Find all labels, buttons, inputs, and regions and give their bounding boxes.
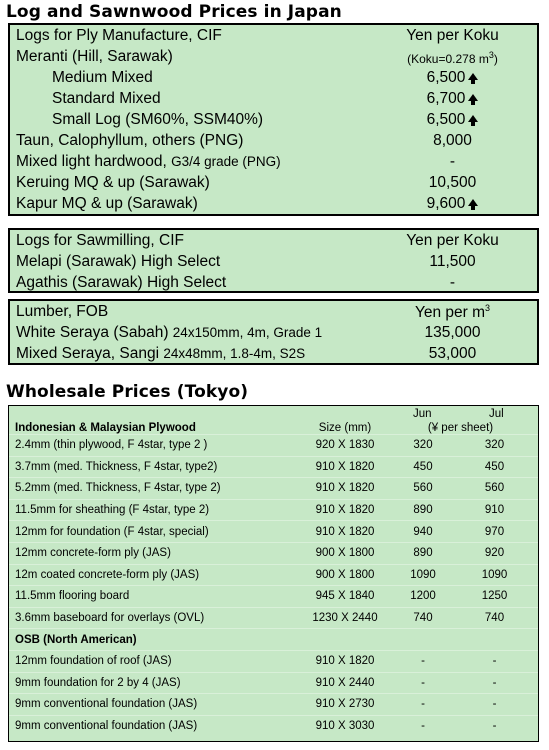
box3-row-label-main: White Seraya (Sabah) bbox=[16, 324, 173, 341]
jun-price-cell: 890 bbox=[395, 499, 451, 521]
product-cell: 12mm for foundation (F 4star, special) bbox=[9, 521, 295, 543]
box3-row-label bbox=[16, 324, 322, 342]
table-row bbox=[9, 586, 538, 608]
col-size: Size (mm) bbox=[318, 422, 372, 434]
up-arrow-icon bbox=[468, 73, 478, 80]
jun-price-cell: 450 bbox=[395, 456, 451, 478]
size-cell: 900 X 1800 bbox=[295, 542, 395, 564]
box3-row-label-detail: 24x48mm, 1.8-4m, S2S bbox=[163, 346, 306, 361]
up-arrow-icon bbox=[468, 94, 478, 101]
sawmill-logs-box bbox=[8, 228, 539, 293]
jun-price-cell: 740 bbox=[395, 607, 451, 629]
box1-row-value-text: 6,500 bbox=[426, 111, 466, 128]
table-row bbox=[9, 456, 538, 478]
box2-header-label: Logs for Sawmilling, CIF bbox=[16, 232, 184, 249]
jul-price-cell: - bbox=[451, 715, 538, 736]
box1-row-value bbox=[390, 111, 515, 129]
size-cell: 910 X 1820 bbox=[295, 478, 395, 500]
box1-row-value bbox=[390, 69, 515, 87]
box1-row-value bbox=[390, 174, 515, 192]
table-row bbox=[9, 650, 538, 672]
group1-title: Indonesian & Malaysian Plywood bbox=[15, 422, 196, 434]
wholesale-table bbox=[8, 405, 539, 742]
product-cell: 12mm concrete-form ply (JAS) bbox=[9, 542, 295, 564]
col-month-2: Jul bbox=[489, 408, 504, 420]
product-cell: 9mm conventional foundation (JAS) bbox=[9, 694, 295, 716]
box1-row-value bbox=[390, 132, 515, 150]
table-row bbox=[9, 694, 538, 716]
up-arrow-icon bbox=[468, 115, 478, 122]
table-row bbox=[9, 672, 538, 694]
box3-row-value-text: 135,000 bbox=[424, 324, 481, 341]
table-header-row bbox=[9, 406, 538, 435]
box1-row-label: Medium Mixed bbox=[52, 69, 153, 86]
box2-row-value-text: - bbox=[449, 274, 456, 291]
product-cell: 2.4mm (thin plywood, F 4star, type 2 ) bbox=[9, 435, 295, 457]
col-month-1: Jun bbox=[413, 408, 432, 420]
box3-row-label-detail: 24x150mm, 4m, Grade 1 bbox=[172, 325, 323, 340]
up-arrow-icon bbox=[468, 199, 478, 206]
product-cell: 9mm conventional foundation (JAS) bbox=[9, 715, 295, 736]
wholesale-title: Wholesale Prices (Tokyo) bbox=[6, 382, 249, 402]
jul-price-cell: 740 bbox=[451, 607, 538, 629]
jul-price-cell: 320 bbox=[451, 435, 538, 457]
product-cell: 12m coated concrete-form ply (JAS) bbox=[9, 564, 295, 586]
box1-row-label-detail: G3/4 grade (PNG) bbox=[171, 154, 281, 169]
box1-row-value-text: - bbox=[449, 153, 456, 170]
jul-price-cell: 970 bbox=[451, 521, 538, 543]
box2-row-value bbox=[390, 253, 515, 271]
box3-row-value bbox=[390, 324, 515, 342]
box2-row-value bbox=[390, 274, 515, 292]
jun-price-cell: 560 bbox=[395, 478, 451, 500]
box1-row-label-main: Mixed light hardwood, bbox=[16, 153, 172, 170]
size-cell: 900 X 1800 bbox=[295, 564, 395, 586]
ply-logs-box bbox=[8, 23, 539, 216]
size-cell: 910 X 3030 bbox=[295, 715, 395, 736]
box1-header-label: Logs for Ply Manufacture, CIF bbox=[16, 27, 222, 44]
box1-header-unit: Yen per Koku bbox=[406, 27, 499, 44]
box3-header-label: Lumber, FOB bbox=[16, 303, 109, 320]
jun-price-cell: - bbox=[395, 650, 451, 672]
box1-row-value-text: 6,500 bbox=[426, 69, 466, 86]
jun-price-cell: 320 bbox=[395, 435, 451, 457]
table-row bbox=[9, 435, 538, 457]
box2-header-unit: Yen per Koku bbox=[406, 232, 499, 249]
box1-row-value bbox=[390, 90, 515, 108]
box1-row-value-text: 8,000 bbox=[433, 132, 472, 149]
size-cell: 910 X 1820 bbox=[295, 499, 395, 521]
jun-price-cell: 1090 bbox=[395, 564, 451, 586]
jul-price-cell: 1250 bbox=[451, 586, 538, 608]
box1-row-label: Small Log (SM60%, SSM40%) bbox=[52, 111, 264, 128]
product-cell: 12mm foundation of roof (JAS) bbox=[9, 650, 295, 672]
box1-row-value-text: 9,600 bbox=[426, 195, 466, 212]
size-cell: 910 X 2730 bbox=[295, 694, 395, 716]
jun-price-cell: - bbox=[395, 672, 451, 694]
lumber-box bbox=[8, 299, 539, 365]
box1-subheader-label: Meranti (Hill, Sarawak) bbox=[16, 48, 173, 65]
box2-row-value-text: 11,500 bbox=[429, 253, 476, 270]
jul-price-cell: 920 bbox=[451, 542, 538, 564]
jul-price-cell: 560 bbox=[451, 478, 538, 500]
box3-header-unit: Yen per $m^3$ bbox=[414, 303, 491, 322]
table-row bbox=[9, 564, 538, 586]
size-cell: 920 X 1830 bbox=[295, 435, 395, 457]
size-cell: 910 X 2440 bbox=[295, 672, 395, 694]
jul-price-cell: - bbox=[451, 694, 538, 716]
table-row bbox=[9, 521, 538, 543]
product-cell: 3.7mm (med. Thickness, F 4star, type2) bbox=[9, 456, 295, 478]
table-row bbox=[9, 478, 538, 500]
size-cell: 945 X 1840 bbox=[295, 586, 395, 608]
product-cell: 9mm foundation for 2 by 4 (JAS) bbox=[9, 672, 295, 694]
page-title: Log and Sawnwood Prices in Japan bbox=[6, 2, 342, 22]
jun-price-cell: 890 bbox=[395, 542, 451, 564]
product-cell: 11.5mm flooring board bbox=[9, 586, 295, 608]
box3-row-label-main: Mixed Seraya, Sangi bbox=[16, 345, 164, 362]
box3-row-label bbox=[16, 345, 305, 363]
koku-note: (Koku=0.278 $m^3$) bbox=[407, 50, 498, 66]
col-unit: (¥ per sheet) bbox=[427, 422, 494, 434]
jun-price-cell: - bbox=[395, 715, 451, 736]
jul-price-cell: - bbox=[451, 650, 538, 672]
box1-row-value bbox=[390, 153, 515, 171]
jul-price-cell: 1090 bbox=[451, 564, 538, 586]
box1-row-label: Keruing MQ & up (Sarawak) bbox=[16, 174, 210, 191]
product-cell: 5.2mm (med. Thickness, F 4star, type 2) bbox=[9, 478, 295, 500]
table-row bbox=[9, 607, 538, 629]
size-cell: 910 X 1820 bbox=[295, 456, 395, 478]
product-cell: 3.6mm baseboard for overlays (OVL) bbox=[9, 607, 295, 629]
table-row bbox=[9, 542, 538, 564]
table-row bbox=[9, 715, 538, 736]
box1-row-label bbox=[16, 153, 281, 171]
box1-row-label: Kapur MQ & up (Sarawak) bbox=[16, 195, 198, 212]
table-row bbox=[9, 499, 538, 521]
box1-row-value-text: 6,700 bbox=[426, 90, 466, 107]
box2-row-label: Agathis (Sarawak) High Select bbox=[16, 274, 227, 291]
jun-price-cell: 1200 bbox=[395, 586, 451, 608]
box2-row-label: Melapi (Sarawak) High Select bbox=[16, 253, 221, 270]
box1-row-value bbox=[390, 195, 515, 213]
jun-price-cell: 940 bbox=[395, 521, 451, 543]
box1-row-label: Taun, Calophyllum, others (PNG) bbox=[16, 132, 244, 149]
box3-row-value-text: 53,000 bbox=[428, 345, 477, 362]
jun-price-cell: - bbox=[395, 694, 451, 716]
jul-price-cell: - bbox=[451, 672, 538, 694]
size-cell: 910 X 1820 bbox=[295, 521, 395, 543]
jul-price-cell: 910 bbox=[451, 499, 538, 521]
jul-price-cell: 450 bbox=[451, 456, 538, 478]
group2-title: OSB (North American) bbox=[9, 629, 538, 651]
group-row bbox=[9, 629, 538, 651]
size-cell: 1230 X 2440 bbox=[295, 607, 395, 629]
box1-row-value-text: 10,500 bbox=[428, 174, 477, 191]
box1-row-label: Standard Mixed bbox=[52, 90, 161, 107]
size-cell: 910 X 1820 bbox=[295, 650, 395, 672]
product-cell: 11.5mm for sheathing (F 4star, type 2) bbox=[9, 499, 295, 521]
box3-row-value bbox=[390, 345, 515, 363]
